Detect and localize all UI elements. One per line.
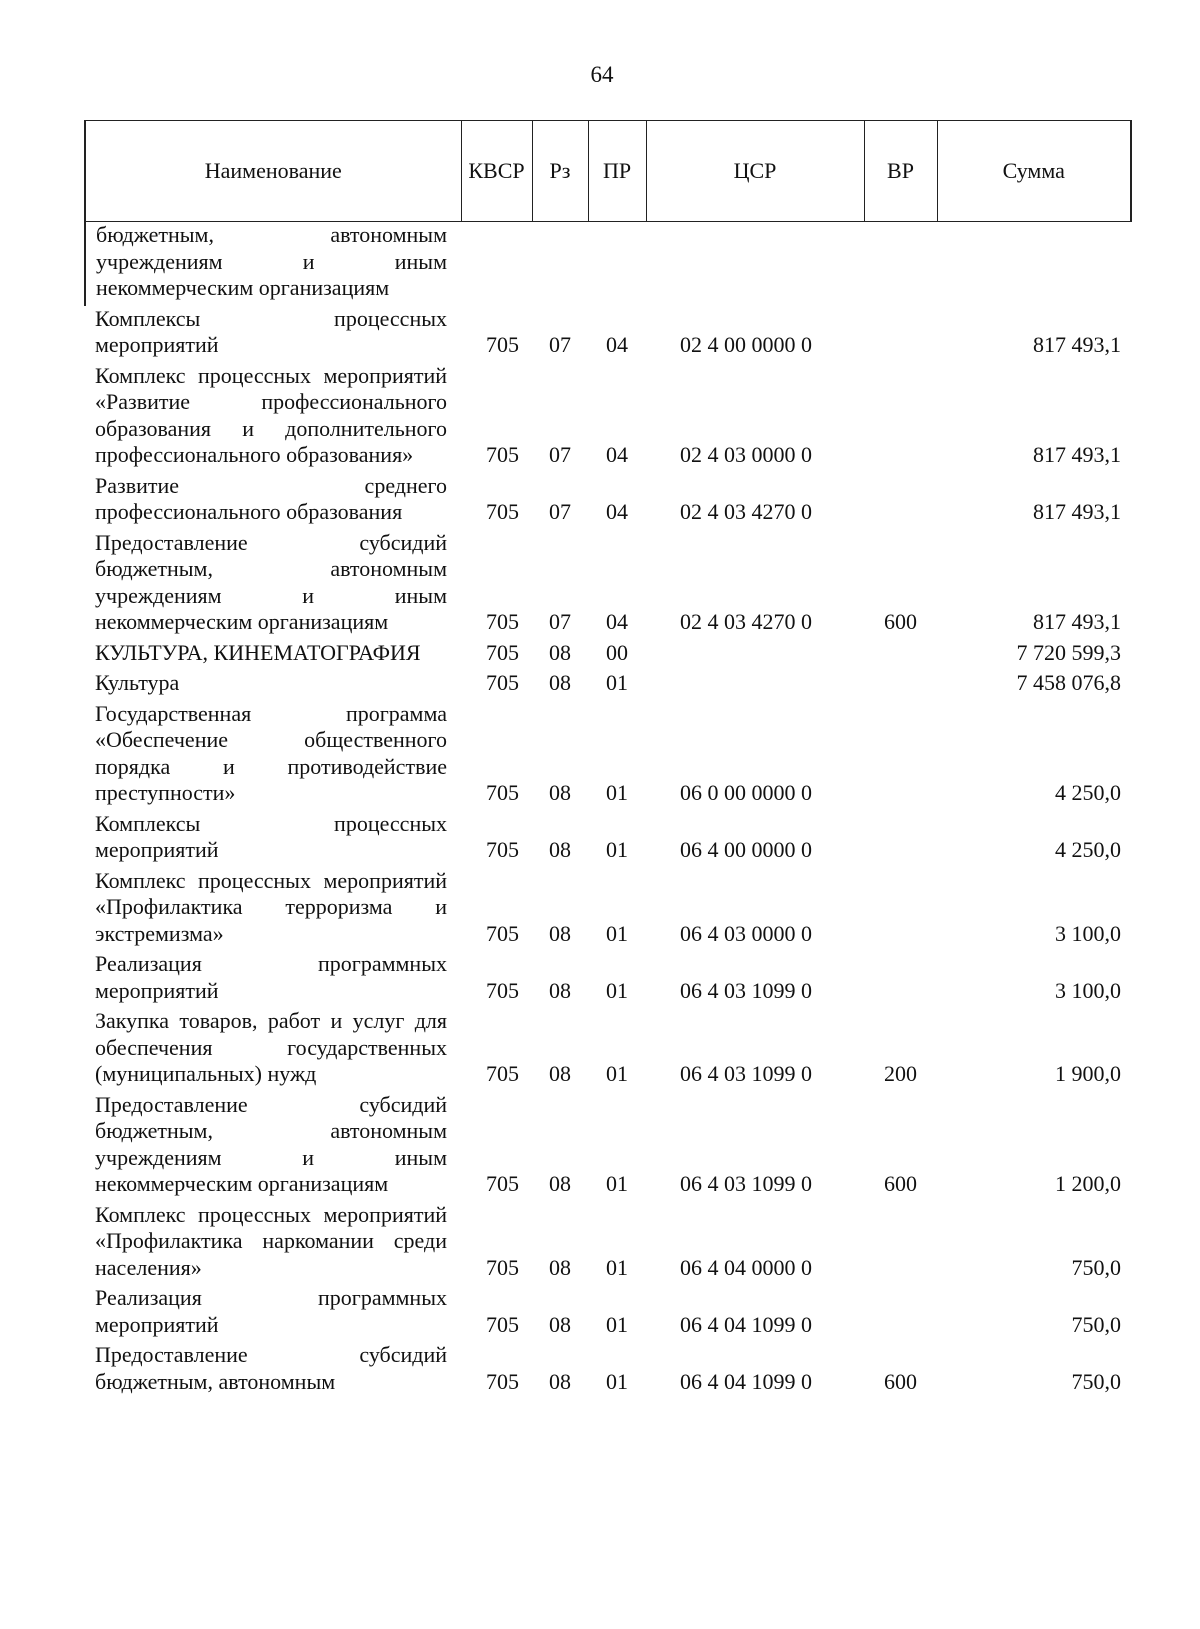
cell-name [85,640,461,671]
cell-csr: 02 4 03 4270 0 [680,499,812,524]
table-row [85,1202,1131,1286]
cell-pr: 01 [606,1254,628,1280]
page-number: 64 [590,62,614,87]
table-row [85,222,1131,306]
cell-csr: 02 4 03 0000 0 [680,442,812,467]
cell-sum: 817 493,1 [1033,442,1121,467]
cell-sum: 750,0 [1071,1368,1121,1394]
cell-vr [864,640,937,671]
cell-sum: 3 100,0 [1055,977,1121,1003]
cell-vr [864,222,937,306]
table-row [85,1285,1131,1342]
cell-csr: 06 4 03 1099 0 [680,1171,812,1196]
cell-sum: 3 100,0 [1055,920,1121,946]
cell-pr: 04 [606,332,628,357]
cell-pr: 04 [606,499,628,524]
header-pr: ПР [588,121,646,222]
cell-rz: 08 [549,639,571,665]
cell-csr: 06 4 03 1099 0 [680,1061,812,1086]
cell-kvsr: 705 [486,1311,519,1337]
cell-pr: 01 [606,670,628,695]
cell-name [85,1092,461,1202]
table-row [85,868,1131,952]
cell-kvsr: 705 [486,639,519,665]
cell-pr: 04 [606,442,628,467]
cell-csr [646,640,864,671]
cell-kvsr [461,222,532,306]
table-row [85,951,1131,1008]
cell-kvsr: 705 [486,1061,519,1086]
row-name-text: КУЛЬТУРА, КИНЕМАТОГРАФИЯ [95,639,421,665]
cell-rz: 08 [549,1368,571,1394]
table-row [85,811,1131,868]
cell-name [85,951,461,1008]
cell-kvsr: 705 [486,670,519,695]
cell-rz: 08 [549,670,571,695]
table-row [85,363,1131,473]
cell-vr [864,811,937,868]
row-name-text: Комплексы процессных мероприятий [95,810,447,862]
row-name-text: Культура [95,670,180,695]
cell-pr: 01 [606,1061,628,1086]
cell-rz [532,222,588,306]
cell-vr: 600 [884,1368,917,1394]
table-row [85,640,1131,671]
table-header [85,121,1131,222]
cell-vr: 600 [884,1171,917,1196]
header-kvsr: КВСР [461,121,532,222]
table-row [85,306,1131,363]
table-row [85,701,1131,811]
cell-name [85,222,461,306]
cell-kvsr: 705 [486,837,519,862]
cell-name [85,1008,461,1092]
cell-sum: 817 493,1 [1033,609,1121,634]
cell-name [85,1285,461,1342]
cell-csr: 06 4 03 0000 0 [680,920,812,946]
header-vr: ВР [864,121,937,222]
cell-sum: 817 493,1 [1033,499,1121,524]
cell-vr [864,363,937,473]
table-row [85,530,1131,640]
header-name: Наименование [85,121,461,222]
cell-rz: 08 [549,780,571,805]
cell-rz: 08 [549,1061,571,1086]
cell-sum: 4 250,0 [1055,837,1121,862]
row-name-text: Развитие среднего профессионального образования [95,472,447,524]
cell-vr [864,306,937,363]
cell-vr: 600 [884,609,917,634]
row-name-text: Комплексы процессных мероприятий [95,305,447,357]
cell-rz: 07 [549,332,571,357]
cell-name [85,530,461,640]
cell-csr: 06 4 04 1099 0 [680,1311,812,1337]
cell-vr [864,701,937,811]
cell-csr: 02 4 03 4270 0 [680,609,812,634]
table-row [85,1008,1131,1092]
cell-kvsr: 705 [486,499,519,524]
cell-sum: 1 200,0 [1055,1171,1121,1196]
row-name-text: Комплекс процессных мероприятий «Профилактика терроризма и экстремизма» [95,867,447,946]
cell-rz: 08 [549,1311,571,1337]
cell-name [85,701,461,811]
cell-pr: 01 [606,920,628,946]
row-name-text: бюджетным, автономным учреждениям и иным некоммерческим организациям [96,222,447,300]
cell-kvsr: 705 [486,442,519,467]
cell-name [85,1202,461,1286]
table-row [85,473,1131,530]
cell-name [85,1342,461,1399]
cell-rz: 07 [549,609,571,634]
cell-pr: 00 [606,639,628,665]
cell-sum: 7 458 076,8 [1016,670,1121,695]
table-row [85,1092,1131,1202]
cell-kvsr: 705 [486,1368,519,1394]
cell-kvsr: 705 [486,977,519,1003]
cell-csr: 06 4 00 0000 0 [680,837,812,862]
cell-vr: 200 [884,1061,917,1086]
cell-kvsr: 705 [486,332,519,357]
row-name-text: Реализация программных мероприятий [95,951,447,1003]
header-rz: Рз [532,121,588,222]
cell-sum [937,222,1131,306]
cell-kvsr: 705 [486,780,519,805]
table-row [85,670,1131,701]
cell-rz: 08 [549,837,571,862]
table-body [85,222,1131,1400]
header-csr: ЦСР [646,121,864,222]
row-name-text: Государственная программа «Обеспечение общественного порядка и противодействие преступности» [95,700,447,805]
cell-name [85,670,461,701]
cell-vr [864,473,937,530]
header-row [85,121,1131,222]
cell-csr: 06 4 03 1099 0 [680,977,812,1003]
cell-sum: 4 250,0 [1055,780,1121,805]
cell-sum: 750,0 [1071,1254,1121,1280]
cell-sum: 750,0 [1071,1311,1121,1337]
cell-pr: 01 [606,1311,628,1337]
cell-kvsr: 705 [486,920,519,946]
cell-pr: 01 [606,1368,628,1394]
row-name-text: Предоставление субсидий бюджетным, автономным учреждениям и иным некоммерческим организациям [95,529,447,634]
cell-name [85,306,461,363]
cell-rz: 08 [549,977,571,1003]
row-name-text: Закупка товаров, работ и услуг для обеспечения государственных (муниципальных) нужд [95,1008,447,1086]
cell-vr [864,1285,937,1342]
cell-csr: 06 4 04 0000 0 [680,1254,812,1280]
cell-csr: 02 4 00 0000 0 [680,332,812,357]
cell-csr [646,670,864,701]
row-name-text: Комплекс процессных мероприятий «Профилактика наркомании среди населения» [95,1201,447,1280]
row-name-text: Предоставление субсидий бюджетным, автономным [95,1342,447,1394]
cell-vr [864,1202,937,1286]
cell-rz: 07 [549,499,571,524]
cell-vr [864,951,937,1008]
cell-name [85,363,461,473]
cell-csr: 06 4 04 1099 0 [680,1368,812,1394]
cell-rz: 08 [549,1254,571,1280]
budget-table [84,120,1132,1399]
cell-kvsr: 705 [486,609,519,634]
cell-vr [864,868,937,952]
row-name-text: Комплекс процессных мероприятий «Развитие профессионального образования и дополнительного профессионального образования» [95,362,447,467]
header-sum: Сумма [937,121,1131,222]
cell-kvsr: 705 [486,1254,519,1280]
cell-name [85,811,461,868]
table-row [85,1342,1131,1399]
cell-pr: 01 [606,977,628,1003]
row-name-text: Реализация программных мероприятий [95,1285,447,1337]
cell-sum: 817 493,1 [1033,332,1121,357]
cell-kvsr: 705 [486,1171,519,1196]
cell-name [85,868,461,952]
cell-pr: 01 [606,780,628,805]
cell-rz: 08 [549,920,571,946]
cell-pr: 04 [606,609,628,634]
cell-rz: 07 [549,442,571,467]
cell-csr: 06 0 00 0000 0 [680,780,812,805]
cell-pr [588,222,646,306]
cell-sum: 1 900,0 [1055,1061,1121,1086]
row-name-text: Предоставление субсидий бюджетным, автономным учреждениям и иным некоммерческим организациям [95,1091,447,1196]
cell-sum: 7 720 599,3 [1016,639,1121,665]
cell-csr [646,222,864,306]
cell-pr: 01 [606,837,628,862]
cell-pr: 01 [606,1171,628,1196]
cell-vr [864,670,937,701]
cell-name [85,473,461,530]
cell-rz: 08 [549,1171,571,1196]
